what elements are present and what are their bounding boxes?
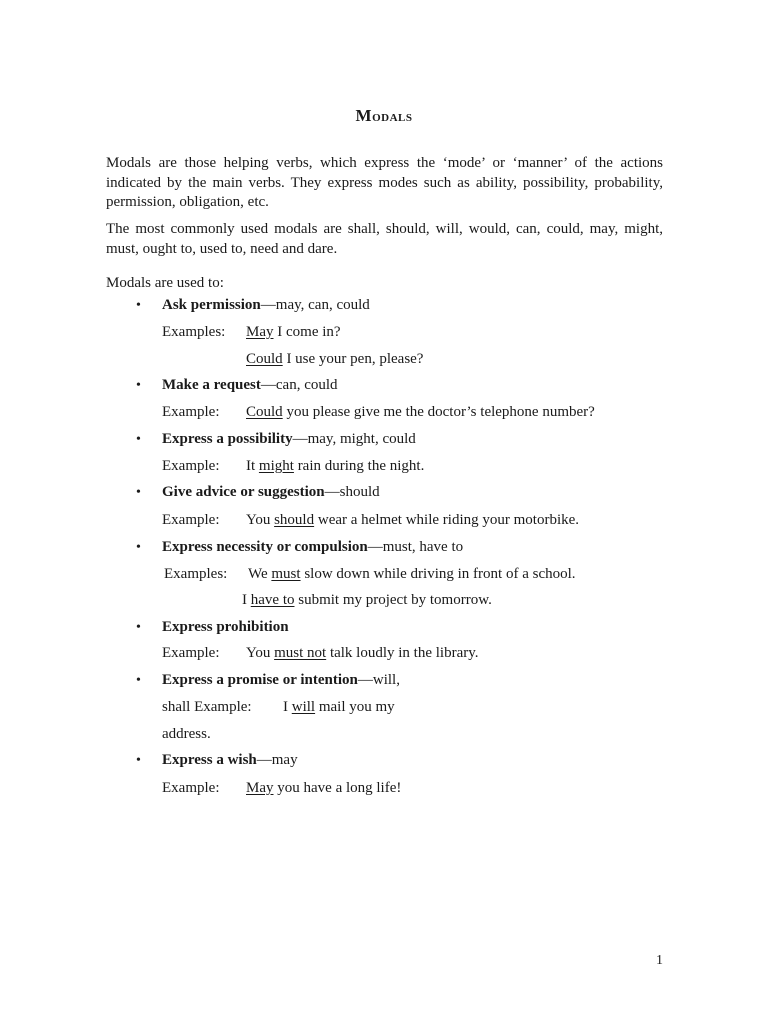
example-label: Example: — [162, 458, 220, 474]
modal-word: have to — [250, 592, 295, 608]
example-label: Example: — [162, 404, 220, 420]
modal-word: May — [246, 780, 274, 796]
modal-word: will — [291, 699, 316, 715]
example-label: Examples: — [164, 566, 228, 582]
section-modals: —may, can, could — [260, 297, 370, 313]
modal-word: must not — [274, 645, 327, 661]
bullet-icon: • — [136, 378, 141, 393]
bullet-icon: • — [136, 485, 141, 500]
example-label: Example: — [162, 645, 220, 661]
bullet-icon: • — [136, 298, 141, 313]
section-modals: —may, might, could — [292, 431, 416, 447]
example-label: Examples: — [162, 324, 226, 340]
section-title: Make a request — [162, 377, 261, 393]
page-title — [0, 106, 768, 126]
example-line: I have to submit my project by tomorrow. — [242, 592, 492, 608]
modal-word: Could — [246, 351, 283, 367]
section-title: Ask permission — [162, 297, 261, 313]
bullet-icon: • — [136, 620, 141, 635]
bullet-icon: • — [136, 540, 141, 555]
example-line: Example: It might rain during the night. — [162, 458, 425, 474]
section-modals: —can, could — [260, 377, 338, 393]
example-label: shall Example: — [162, 699, 252, 715]
section-heading-ask-permission — [162, 297, 370, 314]
section-heading-make-request — [162, 377, 338, 394]
example-line: Could I use your pen, please? — [246, 351, 424, 367]
section-heading-promise — [162, 672, 400, 689]
page-number: 1 — [656, 953, 663, 968]
section-title: Express necessity or compulsion — [162, 539, 368, 555]
example-line: Example: You should wear a helmet while riding your motorbike. — [162, 512, 580, 528]
example-label: Example: — [162, 512, 220, 528]
section-title: Give advice or suggestion — [162, 484, 325, 500]
section-modals: —must, have to — [367, 539, 464, 555]
section-modals: —should — [324, 484, 380, 500]
example-line: shall Example: I will mail you my — [162, 699, 395, 715]
section-title: Express prohibition — [162, 619, 289, 635]
example-label: Example: — [162, 780, 220, 796]
section-title: Express a promise or intention — [162, 672, 358, 688]
example-line: Examples: May I come in? — [162, 324, 341, 340]
section-heading-advice — [162, 484, 380, 501]
example-line: Example: Could you please give me the doctor’s telephone number? — [162, 404, 595, 420]
section-modals: —will, — [357, 672, 400, 688]
section-heading-necessity — [162, 539, 463, 556]
modal-word: May — [246, 324, 274, 340]
example-line: Example: May you have a long life! — [162, 780, 402, 796]
section-heading-prohibition — [162, 619, 289, 636]
modal-word: Could — [246, 404, 283, 420]
modal-word: should — [274, 512, 315, 528]
example-line: Example: You must not talk loudly in the library. — [162, 645, 479, 661]
section-heading-wish — [162, 752, 298, 769]
bullet-icon: • — [136, 432, 141, 447]
intro-paragraph-2: The most commonly used modals are shall, should, will, would, can, could, may, might, must, ought to, used to, need and dare. — [106, 221, 663, 257]
section-title: Express a possibility — [162, 431, 293, 447]
section-modals: —may — [256, 752, 298, 768]
modal-word: must — [271, 566, 301, 582]
modal-word: might — [258, 458, 294, 474]
example-continuation: address. — [162, 726, 211, 742]
bullet-icon: • — [136, 753, 141, 768]
title-initial: M — [355, 106, 373, 125]
example-line: Examples: We must slow down while driving in front of a school. — [164, 566, 576, 582]
used-to-label: Modals are used to: — [106, 275, 224, 291]
section-title: Express a wish — [162, 752, 257, 768]
bullet-icon: • — [136, 673, 141, 688]
title-small-caps: ODALS — [372, 112, 413, 124]
intro-paragraph-1: Modals are those helping verbs, which express the ‘mode’ or ‘manner’ of the actions indicated by the main verbs. They express modes such as ability, possibility, probability, permission, obligation, etc. — [106, 155, 663, 210]
section-heading-possibility — [162, 431, 416, 448]
